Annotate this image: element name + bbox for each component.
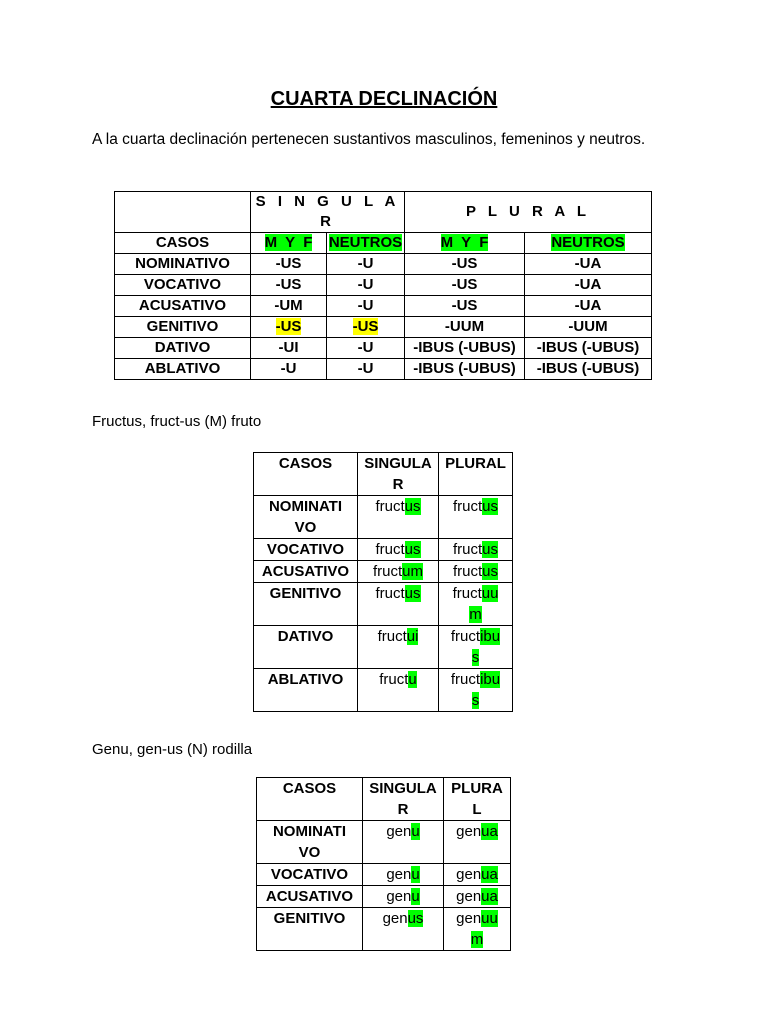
page-title: CUARTA DECLINACIÓN	[270, 88, 498, 110]
table-row	[254, 496, 513, 539]
stem: gen	[456, 910, 482, 927]
table-cell	[115, 192, 251, 233]
genu-caption: Genu, gen-us (N) rodilla	[92, 741, 253, 758]
ending: us	[404, 541, 421, 558]
column-header-singular	[358, 453, 439, 496]
ending-cell: -UA	[525, 254, 652, 275]
stem: gen	[382, 910, 408, 927]
singular-form	[358, 583, 439, 626]
plural-form	[444, 864, 511, 886]
ending: us	[404, 498, 421, 515]
case-name	[257, 821, 363, 864]
stem: fruct	[377, 628, 407, 645]
ending: ua	[481, 866, 498, 883]
highlighted-ending: -US	[275, 318, 302, 335]
table-row	[254, 539, 513, 561]
ending: ibu	[480, 671, 501, 688]
ending: ua	[481, 888, 498, 905]
column-header-casos	[115, 233, 251, 254]
case-name: GENITIVO	[254, 583, 358, 626]
header-label: NEUTROS	[328, 234, 403, 251]
header-label: CASOS	[155, 234, 210, 251]
fructus-caption: Fructus, fruct-us (M) fruto	[92, 413, 262, 430]
stem: gen	[386, 823, 412, 840]
case-name: ACUSATIVO	[257, 886, 363, 908]
singular-form	[358, 669, 439, 712]
singular-form	[358, 626, 439, 669]
column-header-plural-myf	[405, 233, 525, 254]
ending-cell: -U	[251, 359, 327, 380]
header-line: SINGULA	[364, 455, 432, 472]
case-line: NOMINATI	[272, 823, 347, 840]
ending: ibu	[480, 628, 501, 645]
table-row	[257, 821, 511, 864]
ending-cell: -UM	[251, 296, 327, 317]
stem: gen	[456, 823, 482, 840]
fructus-table	[253, 452, 513, 712]
table-row	[115, 338, 652, 359]
table-row	[254, 626, 513, 669]
stem: fruct	[450, 628, 481, 645]
ending-cell	[327, 317, 405, 338]
ending-wrap: m	[470, 931, 484, 948]
singular-form	[358, 539, 439, 561]
case-line: NOMINATI	[268, 498, 343, 515]
singular-form	[363, 886, 444, 908]
table-row	[254, 669, 513, 712]
ending-cell: -US	[251, 254, 327, 275]
header-line: R	[392, 476, 404, 493]
plural-form	[444, 821, 511, 864]
plural-form	[439, 583, 513, 626]
case-name: GENITIVO	[257, 908, 363, 951]
plural-form	[439, 669, 513, 712]
plural-form	[439, 496, 513, 539]
ending-cell: -U	[327, 254, 405, 275]
stem: fruct	[375, 585, 405, 602]
table-row	[257, 908, 511, 951]
case-name: ABLATIVO	[115, 359, 251, 380]
column-header-plural	[444, 778, 511, 821]
table-header-row	[257, 778, 511, 821]
ending: um	[402, 563, 424, 580]
ending-cell: -IBUS (-UBUS)	[525, 359, 652, 380]
header-line: R	[397, 801, 409, 818]
ending: u	[411, 823, 420, 840]
column-header-singular-neutros	[327, 233, 405, 254]
table-row	[115, 296, 652, 317]
plural-form	[439, 539, 513, 561]
singular-form	[358, 496, 439, 539]
ending: us	[407, 910, 424, 927]
singular-form	[363, 908, 444, 951]
ending-cell: -US	[405, 254, 525, 275]
ending-cell: -U	[327, 359, 405, 380]
stem: gen	[386, 866, 412, 883]
group-header-singular: S I N G U L A R	[251, 192, 405, 233]
stem: gen	[386, 888, 412, 905]
column-header-plural: PLURAL	[439, 453, 513, 496]
case-name: VOCATIVO	[115, 275, 251, 296]
declension-endings-table	[114, 191, 652, 380]
ending: us	[482, 498, 499, 515]
table-group-header-row	[115, 192, 652, 233]
table-row	[257, 864, 511, 886]
highlighted-ending: -US	[352, 318, 379, 335]
ending: u	[411, 866, 420, 883]
ending-cell: -US	[405, 275, 525, 296]
ending-cell: -IBUS (-UBUS)	[405, 338, 525, 359]
ending-cell: -US	[251, 275, 327, 296]
header-line: SINGULA	[369, 780, 437, 797]
case-name: ACUSATIVO	[254, 561, 358, 583]
column-header-casos: CASOS	[257, 778, 363, 821]
ending-cell: -US	[405, 296, 525, 317]
ending: ui	[406, 628, 419, 645]
ending: u	[411, 888, 420, 905]
stem: fruct	[452, 563, 483, 580]
singular-form	[363, 821, 444, 864]
case-line: VO	[298, 844, 321, 861]
group-header-plural: P L U R A L	[405, 192, 652, 233]
column-header-casos: CASOS	[254, 453, 358, 496]
ending-cell: -UUM	[525, 317, 652, 338]
table-row	[115, 275, 652, 296]
ending-wrap: s	[471, 649, 480, 666]
ending-cell: -UA	[525, 275, 652, 296]
case-name: NOMINATIVO	[115, 254, 251, 275]
stem: fruct	[375, 541, 405, 558]
stem: gen	[456, 866, 482, 883]
stem: gen	[456, 888, 482, 905]
ending-cell: -UA	[525, 296, 652, 317]
stem: fruct	[452, 585, 482, 602]
ending: us	[482, 563, 499, 580]
case-name	[254, 496, 358, 539]
case-name: VOCATIVO	[254, 539, 358, 561]
ending-cell: -U	[327, 275, 405, 296]
case-name: ABLATIVO	[254, 669, 358, 712]
ending: uu	[481, 910, 498, 927]
stem: fruct	[372, 563, 403, 580]
plural-form	[439, 626, 513, 669]
singular-form	[358, 561, 439, 583]
ending-cell: -UI	[251, 338, 327, 359]
ending: us	[404, 585, 421, 602]
case-name: VOCATIVO	[257, 864, 363, 886]
stem: fruct	[375, 498, 405, 515]
ending: u	[408, 671, 417, 688]
intro-text: A la cuarta declinación pertenecen sustantivos masculinos, femeninos y neutros.	[92, 131, 646, 148]
plural-form	[439, 561, 513, 583]
ending-cell: -IBUS (-UBUS)	[405, 359, 525, 380]
stem: fruct	[452, 541, 483, 558]
case-name: DATIVO	[115, 338, 251, 359]
column-header-singular-myf	[251, 233, 327, 254]
plural-form	[444, 908, 511, 951]
table-header-row	[254, 453, 513, 496]
ending-cell: -IBUS (-UBUS)	[525, 338, 652, 359]
genu-table	[256, 777, 511, 951]
header-line: L	[472, 801, 482, 818]
column-header-singular	[363, 778, 444, 821]
ending: uu	[481, 585, 499, 602]
ending: ua	[481, 823, 498, 840]
ending-cell: -U	[327, 338, 405, 359]
ending-wrap: m	[469, 606, 482, 623]
singular-form	[363, 864, 444, 886]
stem: fruct	[452, 498, 483, 515]
header-label: M Y F	[264, 234, 313, 251]
plural-form	[444, 886, 511, 908]
header-label: NEUTROS	[551, 234, 625, 251]
ending-cell: -U	[327, 296, 405, 317]
case-line: VO	[294, 519, 317, 536]
column-header-plural-neutros	[525, 233, 652, 254]
table-header-row	[115, 233, 652, 254]
table-row	[115, 359, 652, 380]
case-name: GENITIVO	[115, 317, 251, 338]
table-row	[115, 254, 652, 275]
table-row	[254, 583, 513, 626]
ending-cell: -UUM	[405, 317, 525, 338]
table-row	[115, 317, 652, 338]
stem: fruct	[450, 671, 481, 688]
case-name: ACUSATIVO	[115, 296, 251, 317]
ending-cell	[251, 317, 327, 338]
header-line: PLURA	[451, 780, 503, 797]
ending-wrap: s	[471, 692, 480, 709]
table-row	[254, 561, 513, 583]
case-name: DATIVO	[254, 626, 358, 669]
stem: fruct	[379, 671, 409, 688]
ending: us	[482, 541, 499, 558]
header-label: M Y F	[440, 234, 489, 251]
table-row	[257, 886, 511, 908]
